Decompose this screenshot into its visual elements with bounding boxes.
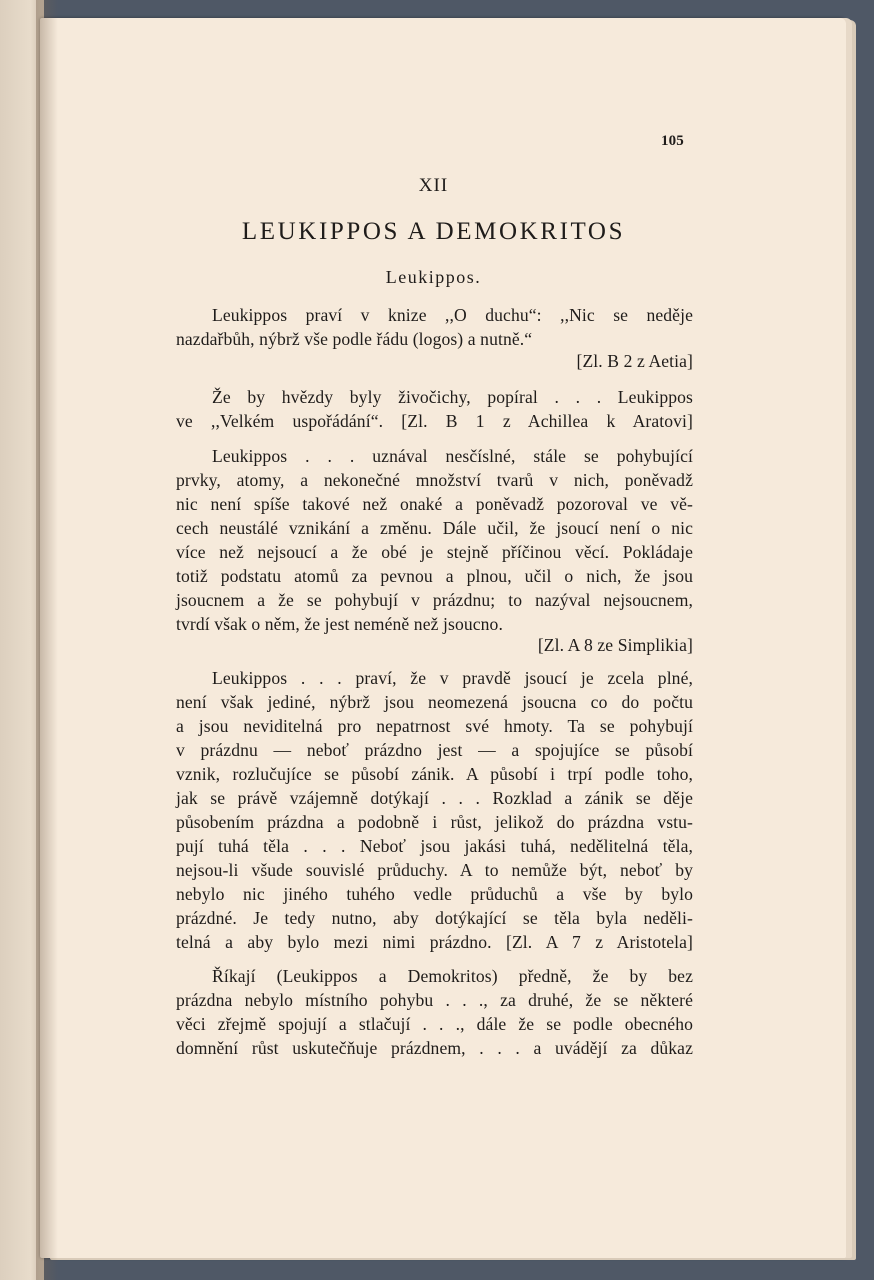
text-line: Leukippos praví v knize ,,O duchu“: ,,Nic se neděje [212, 305, 693, 325]
text-line: věci zřejmě spojují a stlačují . . ., dále že se podle obecného [176, 1014, 693, 1034]
text-line: domnění růst uskutečňuje prázdnem, . . . a uvádějí za důkaz [176, 1038, 693, 1058]
chapter-number: XII [418, 175, 449, 196]
text-line: vznik, rozlučujíce se působí zánik. A působí i trpí podle toho, [176, 764, 693, 784]
text-line: působením prázdna a podobně i růst, jelikož do prázdna vstu- [176, 812, 693, 832]
citation: [Zl. B 2 z Aetia] [576, 351, 693, 371]
text-line: ve ,,Velkém uspořádání“. [Zl. B 1 z Achillea k Aratovi] [176, 411, 693, 431]
text-line: v prázdnu — neboť prázdno jest — a spojujíce se působí [176, 740, 693, 760]
book-page [40, 18, 846, 1258]
text-line: nejsou-li všude souvislé průduchy. A to nemůže být, neboť by [176, 860, 693, 880]
text-line: nazdařbůh, nýbrž vše podle řádu (logos) a nutně.“ [176, 329, 533, 349]
text-line: a jsou neviditelná pro nepatrnost své hmoty. Ta se pohybují [176, 716, 693, 736]
citation: [Zl. A 8 ze Simplikia] [537, 635, 693, 655]
text-line: jak se právě vzájemně dotýkají . . . Rozklad a zánik se děje [176, 788, 693, 808]
book-gutter-shadow [36, 0, 58, 1280]
text-line: prázdna nebylo místního pohybu . . ., za druhé, že se některé [176, 990, 693, 1010]
page-number: 105 [661, 133, 684, 149]
text-line: prvky, atomy, a nekonečné množství tvarů v nich, poněvadž [176, 470, 693, 490]
text-line: nic není spíše takové než onaké a poněvadž pozoroval ve vě- [176, 494, 693, 514]
text-line: totiž podstatu atomů za pevnou a plnou, učil o nich, že jsou [176, 566, 693, 586]
text-line: Leukippos . . . uznával nesčíslné, stále se pohybující [212, 446, 693, 466]
text-line: telná a aby bylo mezi nimi prázdno. [Zl. A 7 z Aristotela] [176, 932, 693, 952]
text-line: pují tuhá těla . . . Neboť jsou jakási tuhá, nedělitelná těla, [176, 836, 693, 856]
text-line: cech neustálé vznikání a změnu. Dále učil, že jsoucí není o nic [176, 518, 693, 538]
section-heading: Leukippos. [385, 267, 482, 287]
text-line: Leukippos . . . praví, že v pravdě jsoucí je zcela plné, [212, 668, 693, 688]
text-line: tvrdí však o něm, že jest neméně než jsoucno. [176, 614, 503, 634]
text-line: není však jediné, nýbrž jsou neomezená jsoucna co do počtu [176, 692, 693, 712]
text-line: Říkají (Leukippos a Demokritos) předně, že by bez [212, 966, 693, 986]
text-line: více než nejsoucí a že obé je stejně příčinou věcí. Pokládaje [176, 542, 693, 562]
text-line: Že by hvězdy byly živočichy, popíral . . . Leukippos [212, 387, 693, 407]
text-line: prázdné. Je tedy nutno, aby dotýkající se těla byla neděli- [176, 908, 693, 928]
chapter-title: LEUKIPPOS A DEMOKRITOS [241, 218, 626, 245]
text-line: nebylo nic jiného tuhého vedle průduchů a vše by bylo [176, 884, 693, 904]
text-line: jsoucnem a že se pohybují v prázdnu; to nazýval nejsoucnem, [176, 590, 693, 610]
